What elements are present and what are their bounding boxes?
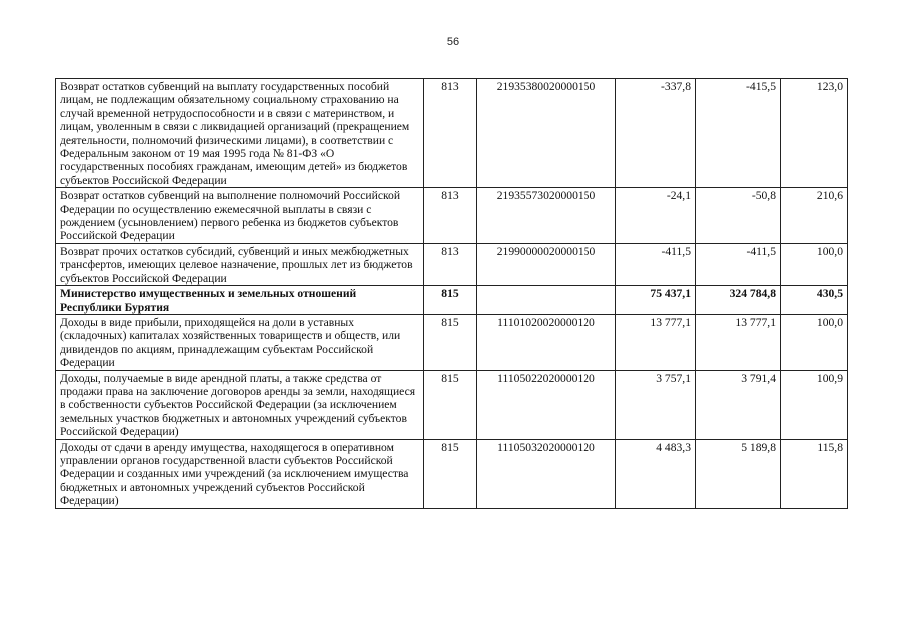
row-fact-cell: -411,5 (696, 243, 781, 285)
row-code-cell: 21990000020000150 (477, 243, 616, 285)
table-row (56, 243, 848, 285)
row-percent-cell: 100,0 (781, 243, 848, 285)
row-percent-cell: 123,0 (781, 79, 848, 188)
row-plan-cell: 13 777,1 (616, 314, 696, 370)
row-name-cell: Доходы от сдачи в аренду имущества, находящегося в оперативном управлении органов государственной власти субъектов Российской Федерации и созданных ими учреждений (за исключением имущества бюджетных и автономных учреждений субъектов Российской Федерации) (56, 439, 424, 508)
row-admin-cell: 813 (424, 243, 477, 285)
row-code-cell: 11105022020000120 (477, 370, 616, 439)
table-body (56, 79, 848, 509)
row-plan-cell: 3 757,1 (616, 370, 696, 439)
row-plan-cell: 4 483,3 (616, 439, 696, 508)
row-admin-cell: 815 (424, 439, 477, 508)
row-fact-cell: 3 791,4 (696, 370, 781, 439)
row-code-cell: 11105032020000120 (477, 439, 616, 508)
row-percent-cell: 100,9 (781, 370, 848, 439)
row-plan-cell: 75 437,1 (616, 286, 696, 315)
row-fact-cell: 13 777,1 (696, 314, 781, 370)
row-code-cell: 21935380020000150 (477, 79, 616, 188)
row-code-cell (477, 286, 616, 315)
row-name-cell: Министерство имущественных и земельных отношений Республики Бурятия (56, 286, 424, 315)
row-admin-cell: 815 (424, 370, 477, 439)
row-name-cell: Возврат прочих остатков субсидий, субвенций и иных межбюджетных трансфертов, имеющих целевое назначение, прошлых лет из бюджетов субъектов Российской Федерации (56, 243, 424, 285)
row-plan-cell: -411,5 (616, 243, 696, 285)
row-admin-cell: 813 (424, 79, 477, 188)
row-code-cell: 21935573020000150 (477, 188, 616, 244)
table-row (56, 286, 848, 315)
table-row (56, 79, 848, 188)
row-fact-cell: -50,8 (696, 188, 781, 244)
row-name-cell: Доходы, получаемые в виде арендной платы, а также средства от продажи права на заключение договоров аренды за земли, находящиеся в собственности субъектов Российской Федерации (за исключением земельных участков бюджетных и автономных учреждений субъектов Российской Федерации) (56, 370, 424, 439)
row-admin-cell: 813 (424, 188, 477, 244)
table-row (56, 439, 848, 508)
row-name-cell: Доходы в виде прибыли, приходящейся на доли в уставных (складочных) капиталах хозяйственных товариществ и обществ, или дивидендов по акциям, принадлежащим субъектам Российской Федерации (56, 314, 424, 370)
table-row (56, 370, 848, 439)
row-name-cell: Возврат остатков субвенций на выплату государственных пособий лицам, не подлежащим обязательному социальному страхованию на случай временной нетрудоспособности и в связи с материнством, и лицам, уволенным в связи с ликвидацией организаций (прекращением деятельности, полномочий физическими лицами), в соответствии с Федеральным законом от 19 мая 1995 года № 81-ФЗ «О государственных пособиях гражданам, имеющим детей» из бюджетов субъектов Российской Федерации (56, 79, 424, 188)
row-plan-cell: -24,1 (616, 188, 696, 244)
row-percent-cell: 100,0 (781, 314, 848, 370)
page-number: 56 (446, 36, 460, 48)
row-name-cell: Возврат остатков субвенций на выполнение полномочий Российской Федерации по осуществлению ежемесячной выплаты в связи с рождением (усыновлением) первого ребенка из бюджетов субъектов Российской Федерации (56, 188, 424, 244)
row-percent-cell: 430,5 (781, 286, 848, 315)
row-plan-cell: -337,8 (616, 79, 696, 188)
row-percent-cell: 115,8 (781, 439, 848, 508)
row-percent-cell: 210,6 (781, 188, 848, 244)
row-code-cell: 11101020020000120 (477, 314, 616, 370)
revenue-table (55, 78, 848, 509)
row-fact-cell: 324 784,8 (696, 286, 781, 315)
row-admin-cell: 815 (424, 314, 477, 370)
table-row (56, 188, 848, 244)
row-fact-cell: -415,5 (696, 79, 781, 188)
table-row (56, 314, 848, 370)
row-fact-cell: 5 189,8 (696, 439, 781, 508)
row-admin-cell: 815 (424, 286, 477, 315)
